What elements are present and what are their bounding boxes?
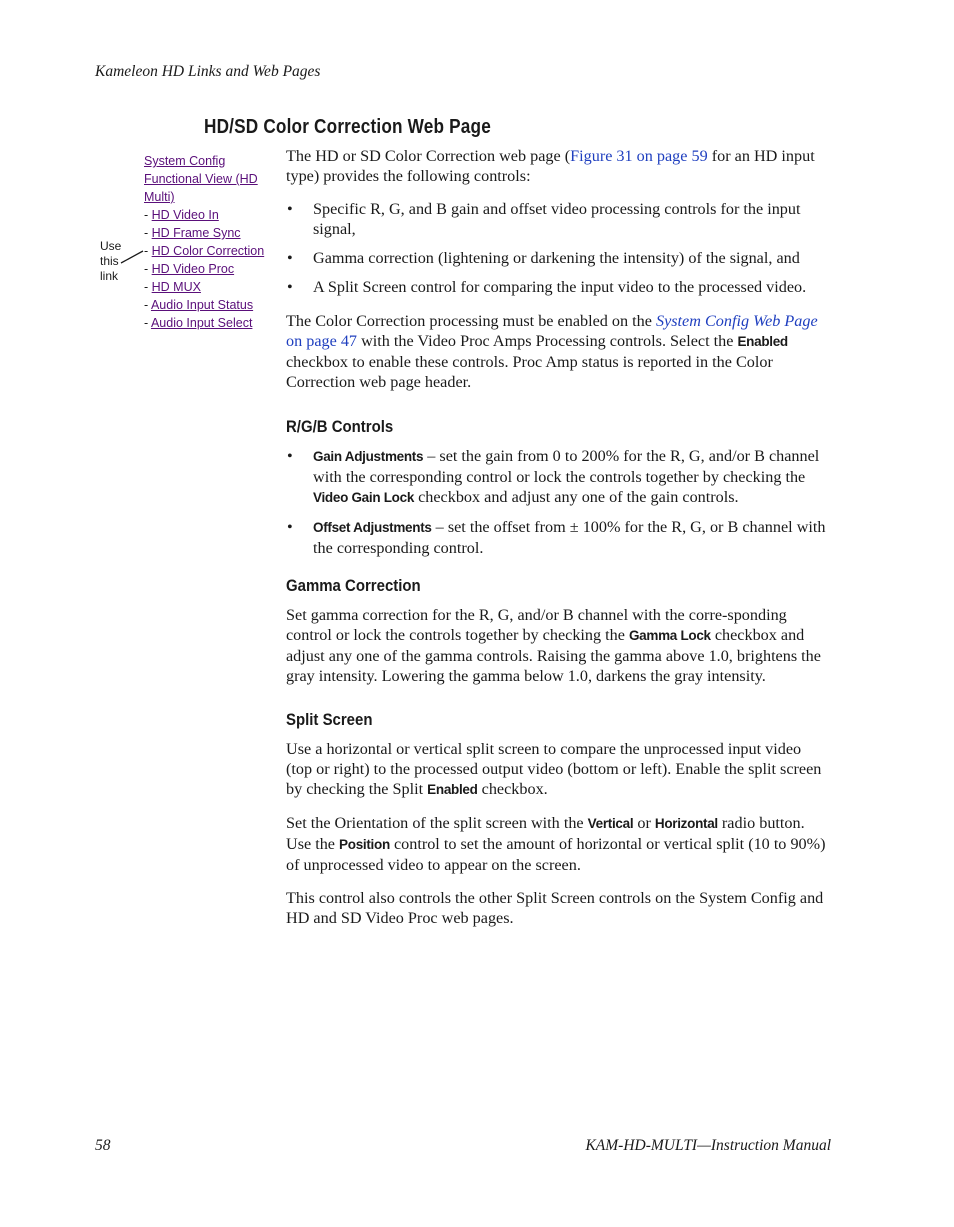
text: checkbox to enable these controls. Proc Amp status is reported in the Color Correction web page header. bbox=[286, 353, 773, 391]
nav-link-system-config[interactable]: System Config bbox=[144, 154, 226, 168]
main-body bbox=[286, 146, 831, 941]
ui-term-enabled: Enabled bbox=[737, 334, 788, 349]
list-item bbox=[286, 446, 831, 508]
text: – set the gain from 0 to 200% for the R, G, and/or B channel with the corresponding control or lock the controls together by checking the bbox=[313, 447, 820, 486]
nav-item-hd-video-proc bbox=[144, 260, 274, 278]
nav-item-hd-mux bbox=[144, 278, 274, 296]
enable-paragraph bbox=[286, 311, 831, 392]
nav-item-audio-input-status bbox=[144, 296, 274, 314]
text: checkbox and adjust any one of the gain controls. bbox=[414, 488, 739, 506]
nav-item-hd-color-correction bbox=[144, 242, 274, 260]
ui-term-horizontal: Horizontal bbox=[654, 816, 718, 831]
ui-term-gain-adjustments: Gain Adjustments bbox=[313, 449, 424, 464]
nav-link-hd-video-in[interactable]: HD Video In bbox=[151, 208, 219, 222]
callout-line-2: this bbox=[100, 254, 119, 268]
nav-dash: - bbox=[144, 262, 152, 276]
split-paragraph-1 bbox=[286, 739, 831, 800]
ui-term-video-gain-lock: Video Gain Lock bbox=[313, 490, 415, 505]
text: with the Video Proc Amps Processing controls. Select the bbox=[357, 332, 738, 350]
section-title: HD/SD Color Correction Web Page bbox=[204, 116, 491, 138]
callout-line-1: Use bbox=[100, 239, 122, 253]
ui-term-position: Position bbox=[339, 837, 390, 852]
ui-term-vertical: Vertical bbox=[587, 816, 634, 831]
page-cross-reference-link[interactable]: on page 47 bbox=[286, 332, 358, 350]
text: Set gamma correction for the R, G, and/or B channel with the corre-sponding control or lock the controls together by checking the bbox=[286, 606, 787, 644]
text: Set the Orientation of the split screen with the bbox=[286, 814, 588, 832]
page-number: 58 bbox=[95, 1137, 111, 1154]
nav-link-hd-frame-sync[interactable]: HD Frame Sync bbox=[151, 226, 241, 240]
text: – set the offset from ± 100% for the R, G, or B channel with the corresponding control. bbox=[313, 518, 826, 557]
text: checkbox and adjust any one of the gamma controls. Raising the gamma above 1.0, brightens the gray intensity. Lowering the gamma below 1.0, darkens the gray intensity. bbox=[286, 626, 821, 685]
text: for an HD input type) provides the following controls: bbox=[286, 147, 815, 185]
list-item bbox=[286, 517, 831, 558]
ui-term-enabled: Enabled bbox=[427, 782, 478, 797]
nav-link-hd-color-correction[interactable]: HD Color Correction bbox=[151, 244, 265, 258]
nav-dash: - bbox=[144, 280, 152, 294]
system-config-cross-reference-link[interactable]: System Config Web Page bbox=[655, 312, 818, 330]
ui-term-offset-adjustments: Offset Adjustments bbox=[313, 520, 432, 535]
nav-link-audio-input-select[interactable]: Audio Input Select bbox=[150, 316, 253, 330]
gamma-paragraph bbox=[286, 605, 831, 686]
controls-list bbox=[286, 199, 831, 297]
nav-link-hd-video-proc[interactable]: HD Video Proc bbox=[151, 262, 235, 276]
gamma-correction-heading: Gamma Correction bbox=[286, 576, 421, 595]
ui-term-gamma-lock: Gamma Lock bbox=[628, 628, 711, 643]
figure-cross-reference-link[interactable]: Figure 31 on page 59 bbox=[570, 147, 708, 165]
web-page-nav bbox=[144, 152, 274, 332]
nav-dash: - bbox=[144, 298, 151, 312]
nav-dash: - bbox=[144, 226, 152, 240]
nav-dash: - bbox=[144, 316, 151, 330]
text: control to set the amount of horizontal or vertical split (10 to 90%) of unprocessed video to appear on the screen. bbox=[286, 835, 826, 874]
text: radio button. Use the bbox=[286, 814, 805, 853]
list-item: • Specific R, G, and B gain and offset video processing controls for the input signal, bbox=[286, 199, 831, 239]
text: The HD or SD Color Correction web page ( bbox=[286, 147, 571, 165]
nav-item-hd-frame-sync bbox=[144, 224, 274, 242]
nav-link-functional-view-line2[interactable]: Multi) bbox=[144, 190, 175, 204]
intro-paragraph bbox=[286, 146, 831, 186]
manual-title: KAM-HD-MULTI—Instruction Manual bbox=[585, 1137, 831, 1154]
rgb-controls-list bbox=[286, 446, 831, 558]
list-item: • Gamma correction (lightening or darkening the intensity) of the signal, and bbox=[286, 248, 831, 268]
nav-item-hd-video-in bbox=[144, 206, 274, 224]
rgb-controls-heading: R/G/B Controls bbox=[286, 417, 394, 436]
nav-link-audio-input-status[interactable]: Audio Input Status bbox=[150, 298, 254, 312]
split-screen-heading: Split Screen bbox=[286, 710, 373, 729]
nav-item-audio-input-select bbox=[144, 314, 274, 332]
nav-dash: - bbox=[144, 244, 152, 258]
list-item: • A Split Screen control for comparing the input video to the processed video. bbox=[286, 277, 831, 297]
text: The Color Correction processing must be enabled on the bbox=[286, 312, 656, 330]
nav-link-hd-mux[interactable]: HD MUX bbox=[151, 280, 201, 294]
text: or bbox=[633, 814, 655, 832]
split-paragraph-3: This control also controls the other Split Screen controls on the System Config and HD and SD Video Proc web pages. bbox=[286, 889, 824, 927]
split-paragraph-2 bbox=[286, 813, 831, 875]
running-head: Kameleon HD Links and Web Pages bbox=[95, 63, 321, 80]
nav-link-functional-view-line1[interactable]: Functional View (HD bbox=[144, 172, 258, 186]
text: checkbox. bbox=[477, 780, 548, 798]
callout-line-3: link bbox=[100, 269, 119, 283]
text: Use a horizontal or vertical split screen to compare the unprocessed input video (top or right) to the processed output video (bottom or left). Enable the split screen by checking the Split bbox=[286, 740, 822, 798]
nav-dash: - bbox=[144, 208, 152, 222]
